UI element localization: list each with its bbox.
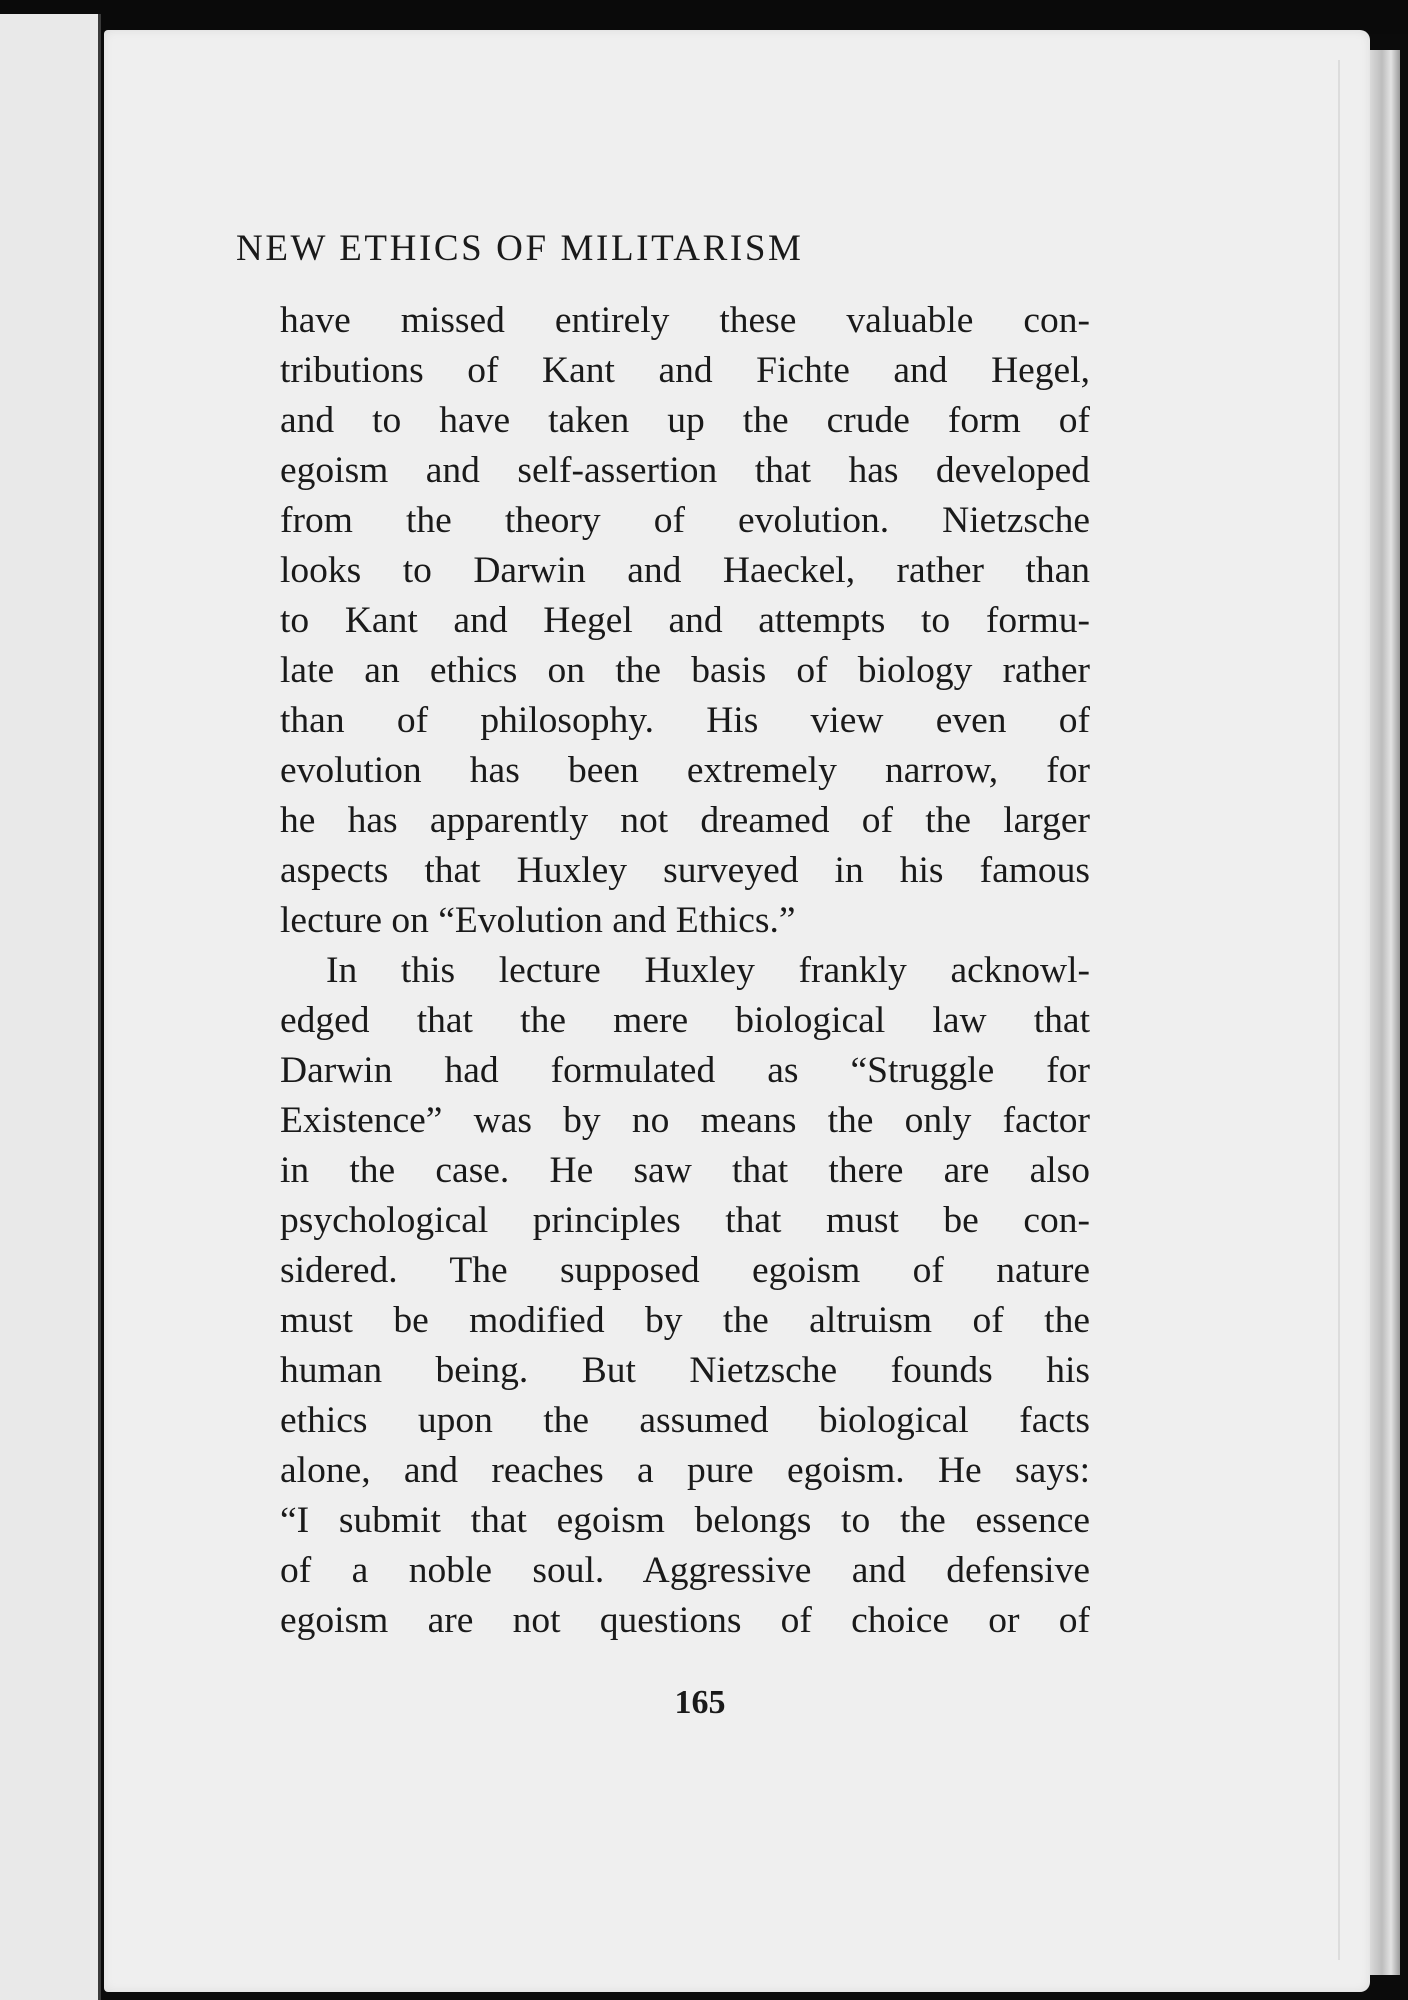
text-line: edged that the mere biological law that	[280, 1000, 1090, 1041]
text-line: and to have taken up the crude form of	[280, 400, 1090, 441]
page-shadow-line	[1338, 60, 1340, 1960]
text-line: lecture on “Evolution and Ethics.”	[280, 900, 796, 941]
text-line: egoism are not questions of choice or of	[280, 1600, 1090, 1641]
scan-background	[0, 0, 1408, 34]
text-line: egoism and self-assertion that has developed	[280, 450, 1090, 491]
text-line: to Kant and Hegel and attempts to formu-	[280, 600, 1090, 641]
text-line: he has apparently not dreamed of the larger	[280, 800, 1090, 841]
text-line: human being. But Nietzsche founds his	[280, 1350, 1090, 1391]
text-line: in the case. He saw that there are also	[280, 1150, 1090, 1191]
body-text	[280, 296, 1090, 1646]
text-line: sidered. The supposed egoism of nature	[280, 1250, 1090, 1291]
text-line: Darwin had formulated as “Struggle for	[280, 1050, 1090, 1091]
running-head: NEW ETHICS OF MILITARISM	[236, 228, 804, 269]
text-line: evolution has been extremely narrow, for	[280, 750, 1090, 791]
text-line: psychological principles that must be con-	[280, 1200, 1090, 1241]
text-line: ethics upon the assumed biological facts	[280, 1400, 1090, 1441]
text-line: aspects that Huxley surveyed in his famous	[280, 850, 1090, 891]
text-line: Existence” was by no means the only factor	[280, 1100, 1090, 1141]
text-line: In this lecture Huxley frankly acknowl-	[326, 950, 1090, 991]
page-fore-edge	[1370, 50, 1400, 1975]
text-line: alone, and reaches a pure egoism. He says:	[280, 1450, 1090, 1491]
text-line: late an ethics on the basis of biology rather	[280, 650, 1090, 691]
text-line: from the theory of evolution. Nietzsche	[280, 500, 1090, 541]
previous-page-edge	[0, 14, 101, 2000]
text-line: of a noble soul. Aggressive and defensive	[280, 1550, 1090, 1591]
text-line: have missed entirely these valuable con-	[280, 300, 1090, 341]
text-line: must be modified by the altruism of the	[280, 1300, 1090, 1341]
page-number: 165	[674, 1684, 726, 1721]
text-line: looks to Darwin and Haeckel, rather than	[280, 550, 1090, 591]
text-line: than of philosophy. His view even of	[280, 700, 1090, 741]
text-line: tributions of Kant and Fichte and Hegel,	[280, 350, 1090, 391]
text-line: “I submit that egoism belongs to the essence	[280, 1500, 1090, 1541]
